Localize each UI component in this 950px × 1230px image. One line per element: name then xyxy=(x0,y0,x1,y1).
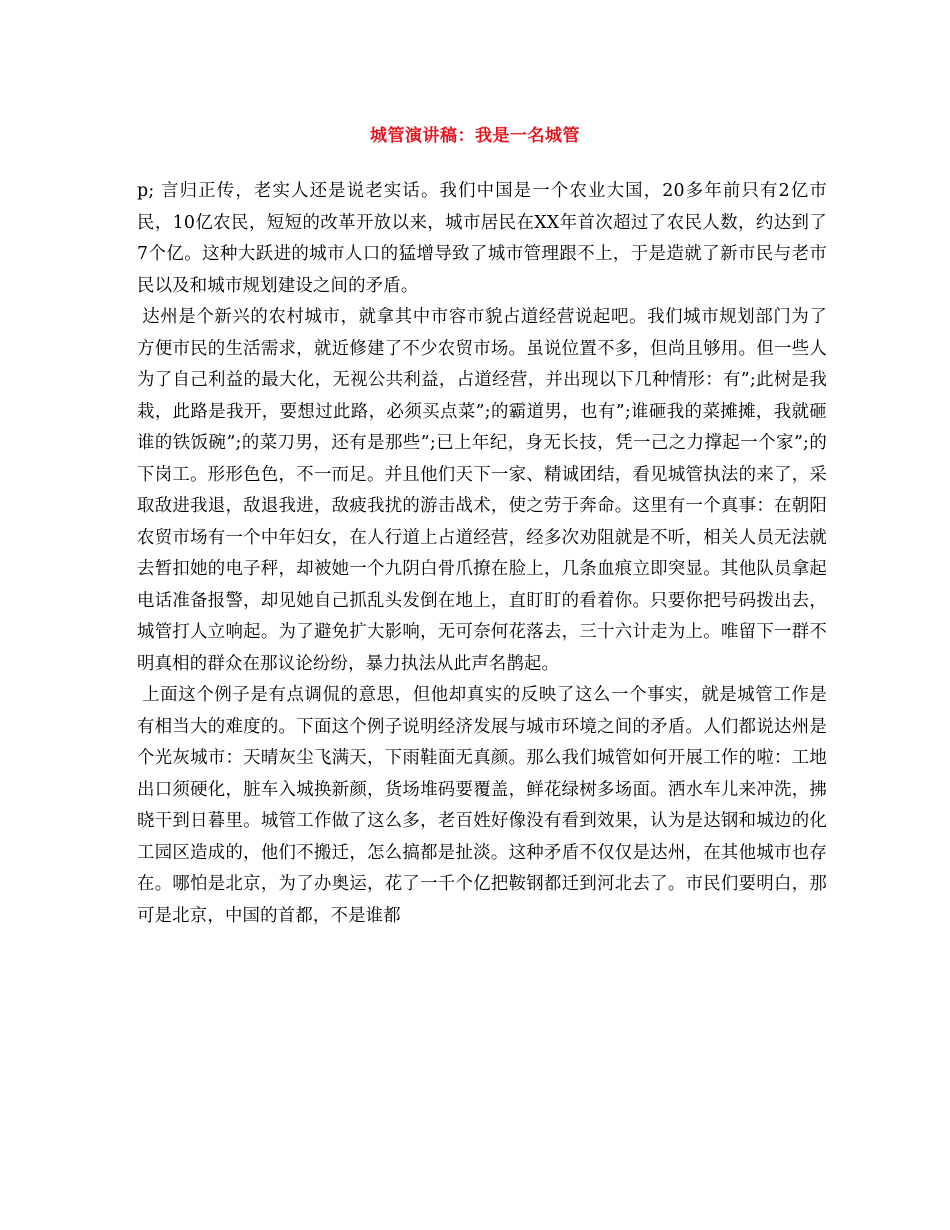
document-body xyxy=(137,176,827,932)
paragraph-3: 上面这个例子是有点调侃的意思，但他却真实的反映了这么一个事实，就是城管工作是有相当大的难度的。下面这个例子说明经济发展与城市环境之间的矛盾。人们都说达州是个光灰城市：天晴灰尘飞满天，下雨鞋面无真颜。那么我们城管如何开展工作的啦：工地出口须硬化，脏车入城换新颜，货场堆码要覆盖，鲜花绿树多场面。洒水车儿来冲洗，拂晓干到日暮里。城管工作做了这么多，老百姓好像没有看到效果，认为是达钢和城边的化工园区造成的，他们不搬迁，怎么搞都是扯淡。这种矛盾不仅仅是达州，在其他城市也存在。哪怕是北京，为了办奥运，花了一千个亿把鞍钢都迁到河北去了。市民们要明白，那可是北京，中国的首都，不是谁都 xyxy=(137,685,827,926)
document-title: 城管演讲稿：我是一名城管 xyxy=(370,126,580,146)
paragraph-2: 达州是个新兴的农村城市，就拿其中市容市貌占道经营说起吧。我们城市规划部门为了方便市民的生活需求，就近修建了不少农贸市场。虽说位置不多，但尚且够用。但一些人为了自己利益的最大化，无视公共利益，占道经营，并出现以下几种情形：有”;此树是我栽，此路是我开，要想过此路，必须买点菜”;的霸道男，也有”;谁砸我的菜摊摊，我就砸谁的铁饭碗”;的菜刀男，还有是那些”;已上年纪，身无长技，凭一己之力撑起一个家”;的下岗工。形形色色，不一而足。并且他们天下一家、精诚团结，看见城管执法的来了，采取敌进我退，敌退我进，敌疲我扰的游击战术，使之劳于奔命。这里有一个真事：在朝阳农贸市场有一个中年妇女，在人行道上占道经营，经多次劝阻就是不听，相关人员无法就去暂扣她的电子秤，却被她一个九阴白骨爪撩在脸上，几条血痕立即突显。其他队员拿起电话准备报警，却见她自己抓乱头发倒在地上，直盯盯的看着你。只要你把号码拨出去，城管打人立响起。为了避免扩大影响，无可奈何花落去，三十六计走为上。唯留下一群不明真相的群众在那议论纷纷，暴力执法从此声名鹊起。 xyxy=(137,307,827,674)
paragraph-1: p; 言归正传，老实人还是说老实话。我们中国是一个农业大国，20多年前只有2亿市民，10亿农民，短短的改革开放以来，城市居民在XX年首次超过了农民人数，约达到了7个亿。这种大跃进的城市人口的猛增导致了城市管理跟不上，于是造就了新市民与老市民以及和城市规划建设之间的矛盾。 xyxy=(137,181,827,296)
